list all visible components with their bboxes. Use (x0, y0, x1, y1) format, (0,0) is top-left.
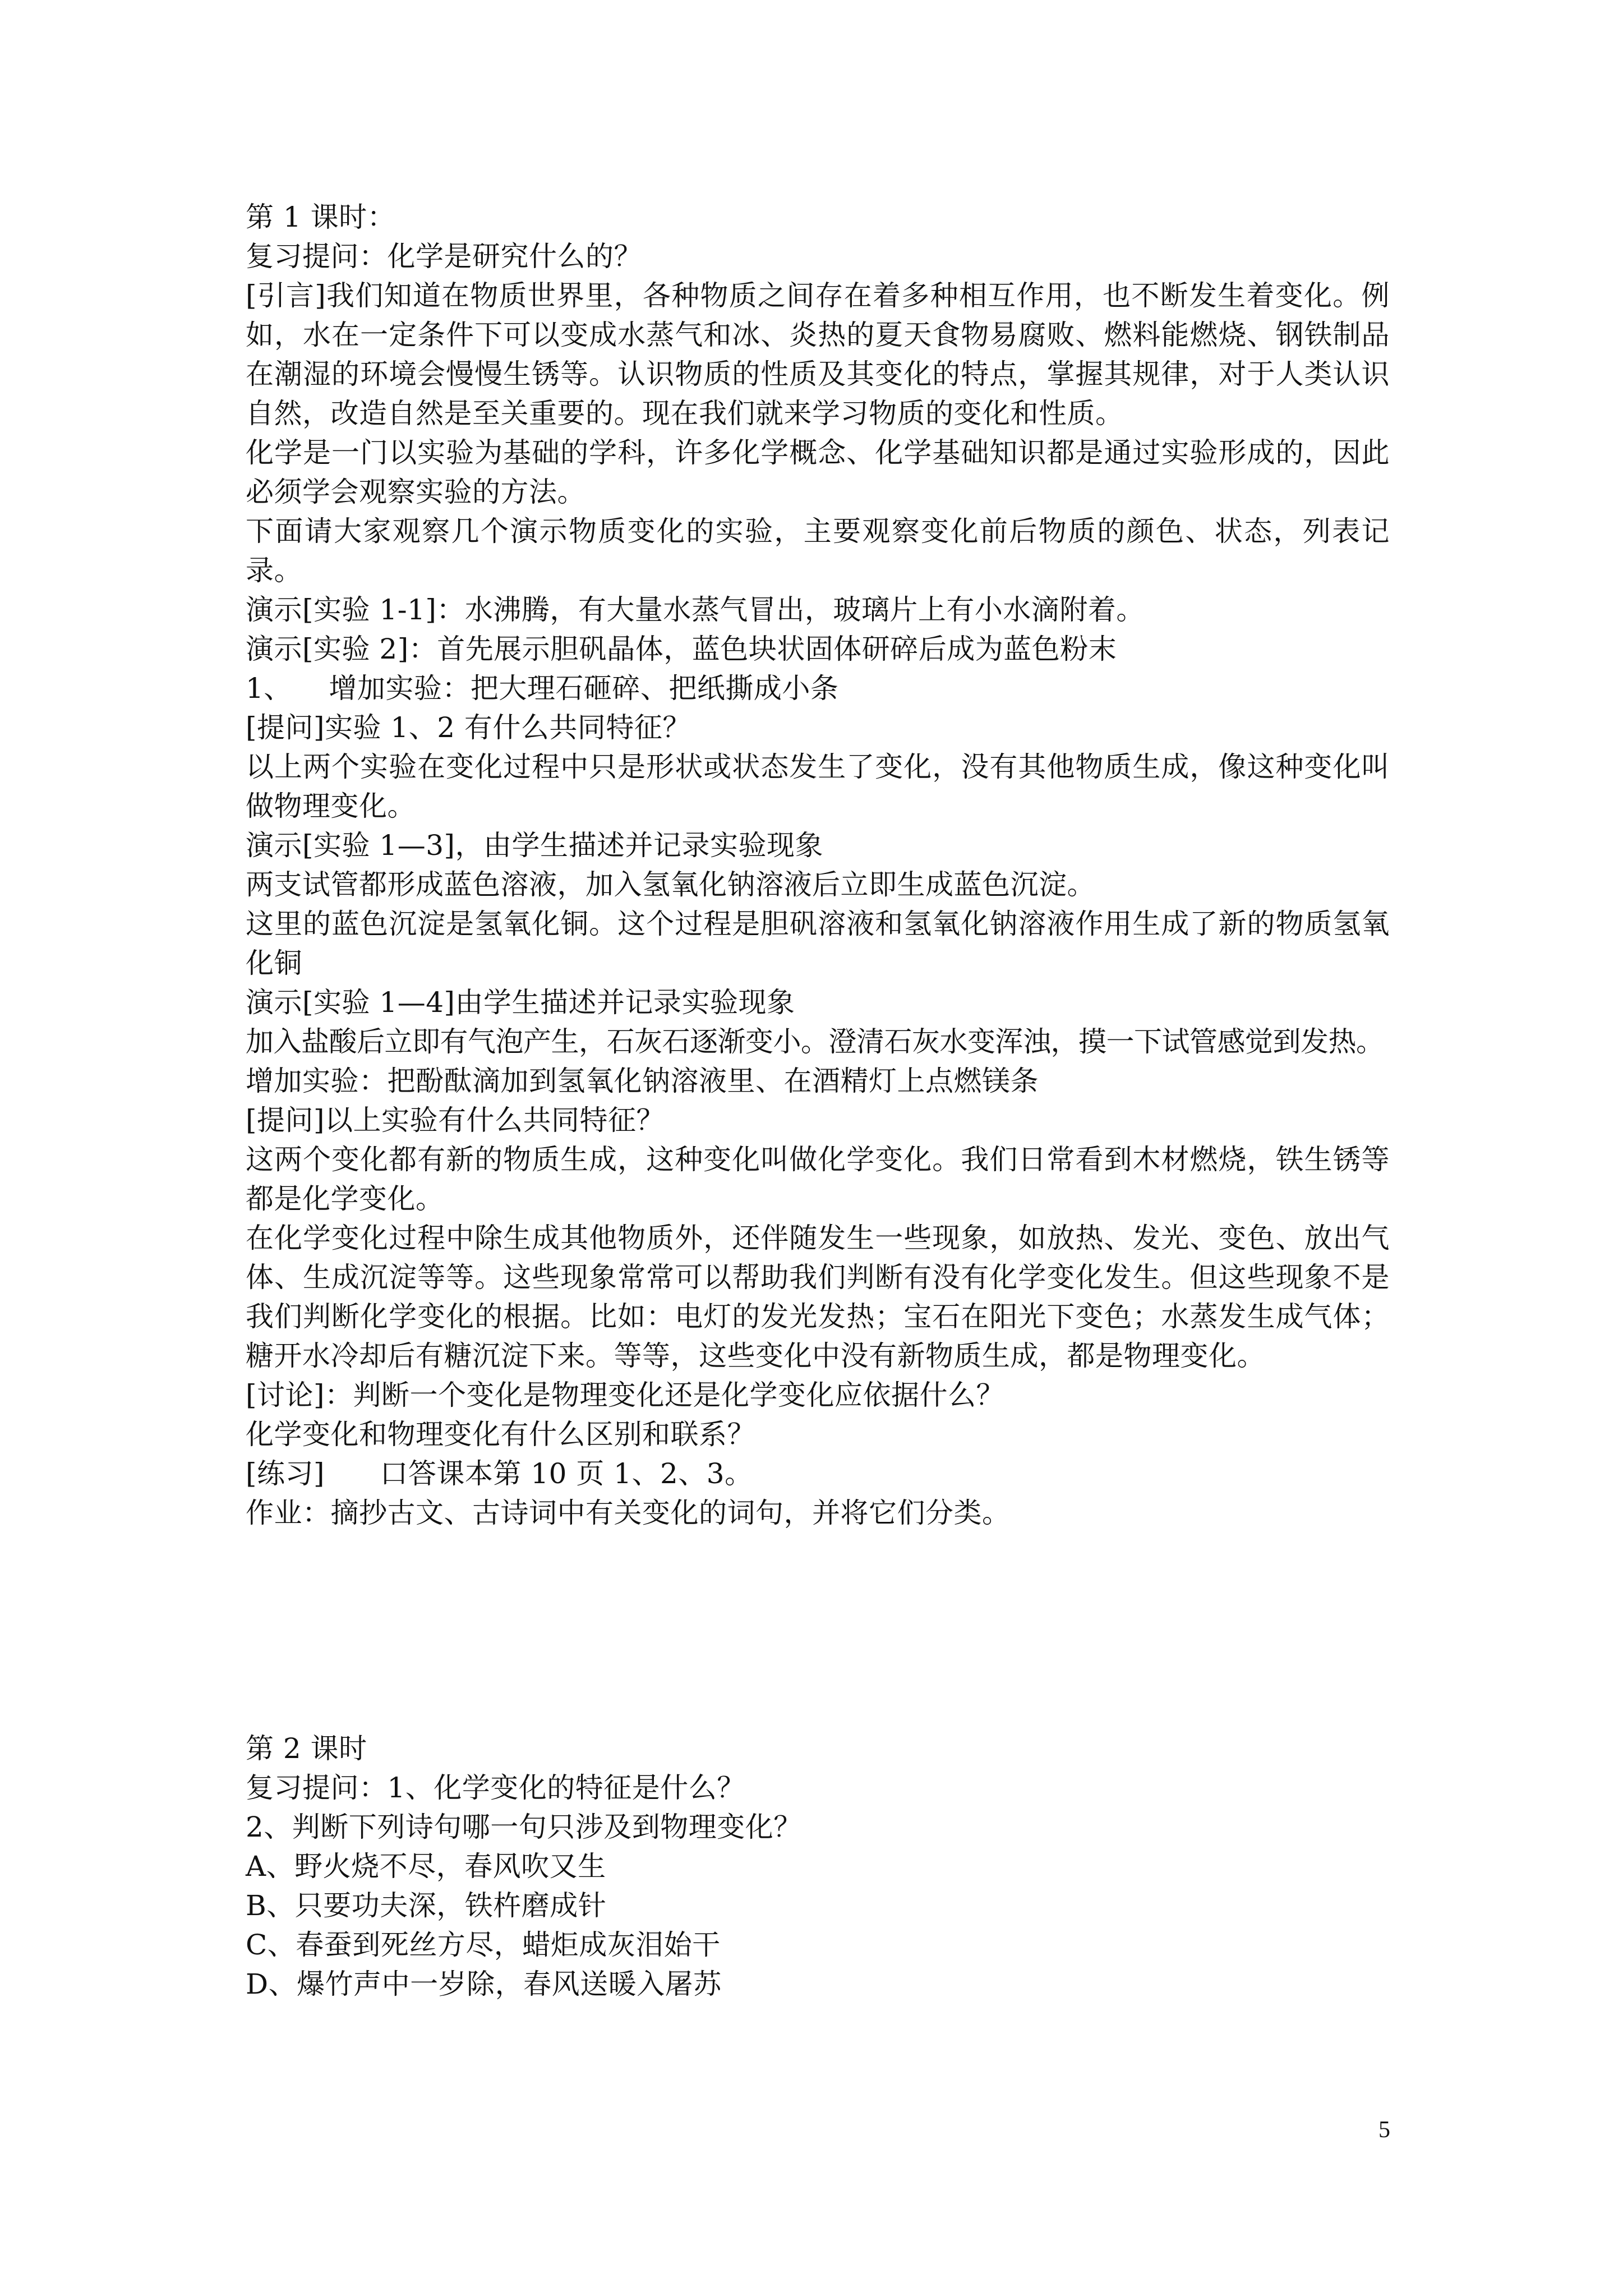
chemical-change-paragraph: 这两个变化都有新的物质生成，这种变化叫做化学变化。我们日常看到木材燃烧，铁生锈等都是化学变化。 (246, 1143, 1390, 1215)
extra-experiment-1: 1、 增加实验：把大理石砸碎、把纸撕成小条 (246, 672, 839, 705)
demo-experiment-2: 演示[实验 2]：首先展示胆矾晶体，蓝色块状固体研碎后成为蓝色粉末 (246, 633, 1117, 665)
physical-change-paragraph: 以上两个实验在变化过程中只是形状或状态发生了变化，没有其他物质生成，像这种变化叫做物理变化。 (246, 751, 1390, 822)
lesson2-heading: 第 2 课时 (246, 1732, 367, 1765)
option-a: A、野火烧不尽，春风吹又生 (246, 1850, 606, 1883)
option-b: B、只要功夫深，铁杵磨成针 (246, 1889, 607, 1922)
option-c: C、春蚕到死丝方尽，蜡炬成灰泪始干 (246, 1929, 721, 1961)
section-gap (246, 1533, 1390, 1729)
demo-experiment-1-4: 演示[实验 1—4]由学生描述并记录实验现象 (246, 986, 795, 1019)
chemistry-experiment-paragraph: 化学是一门以实验为基础的学科，许多化学概念、化学基础知识都是通过实验形成的，因此必须学会观察实验的方法。 (246, 436, 1390, 508)
homework-item: 作业：摘抄古文、古诗词中有关变化的词句，并将它们分类。 (246, 1497, 1011, 1529)
demo-experiment-1-3-explanation: 这里的蓝色沉淀是氢氧化铜。这个过程是胆矾溶液和氢氧化钠溶液作用生成了新的物质氢氧化铜 (246, 908, 1390, 979)
discussion-question: [讨论]：判断一个变化是物理变化还是化学变化应依据什么？ (246, 1379, 1005, 1411)
lesson1-review-question: 复习提问：化学是研究什么的？ (246, 240, 642, 273)
extra-experiment-2: 增加实验：把酚酞滴加到氢氧化钠溶液里、在酒精灯上点燃镁条 (246, 1065, 1039, 1097)
lesson2-judgement-question: 2、判断下列诗句哪一句只涉及到物理变化？ (246, 1811, 802, 1843)
question-common-features-1: [提问]实验 1、2 有什么共同特征？ (246, 711, 691, 744)
phenomena-paragraph: 在化学变化过程中除生成其他物质外，还伴随发生一些现象，如放热、发光、变色、放出气体、生成沉淀等等。这些现象常常可以帮助我们判断有没有化学变化发生。但这些现象不是我们判断化学变化的根据。比如：电灯的发光发热；宝石在阳光下变色；水蒸发生成气体；糖开水冷却后有糖沉淀下来。等等，这些变化中没有新物质生成，都是物理变化。 (246, 1222, 1390, 1372)
question-common-features-2: [提问]以上实验有什么共同特征？ (246, 1104, 665, 1137)
lesson2-review-question: 复习提问：1、化学变化的特征是什么？ (246, 1772, 745, 1804)
demo-experiment-1-3: 演示[实验 1—3]，由学生描述并记录实验现象 (246, 829, 824, 862)
demo-experiment-1-4-result: 加入盐酸后立即有气泡产生，石灰石逐渐变小。澄清石灰水变浑浊，摸一下试管感觉到发热。 (246, 1025, 1384, 1058)
option-d: D、爆竹声中一岁除，春风送暖入屠苏 (246, 1968, 722, 2000)
practice-item: [练习] 口答课本第 10 页 1、2、3。 (246, 1457, 753, 1490)
page-number: 5 (1378, 2117, 1390, 2143)
demo-experiment-1-1: 演示[实验 1-1]：水沸腾，有大量水蒸气冒出，玻璃片上有小水滴附着。 (246, 593, 1145, 626)
lesson1-intro-paragraph: [引言]我们知道在物质世界里，各种物质之间存在着多种相互作用，也不断发生着变化。例如，水在一定条件下可以变成水蒸气和冰、炎热的夏天食物易腐败、燃料能燃烧、钢铁制品在潮湿的环境会慢慢生锈等。认识物质的性质及其变化的特点，掌握其规律，对于人类认识自然，改造自然是至关重要的。现在我们就来学习物质的变化和性质。 (246, 279, 1390, 430)
observation-instruction-paragraph: 下面请大家观察几个演示物质变化的实验，主要观察变化前后物质的颜色、状态，列表记录。 (246, 515, 1390, 587)
demo-experiment-1-3-result: 两支试管都形成蓝色溶液，加入氢氧化钠溶液后立即生成蓝色沉淀。 (246, 868, 1095, 901)
lesson1-heading: 第 1 课时： (246, 201, 396, 233)
difference-question: 化学变化和物理变化有什么区别和联系？ (246, 1418, 755, 1451)
document-body (246, 197, 1390, 2004)
